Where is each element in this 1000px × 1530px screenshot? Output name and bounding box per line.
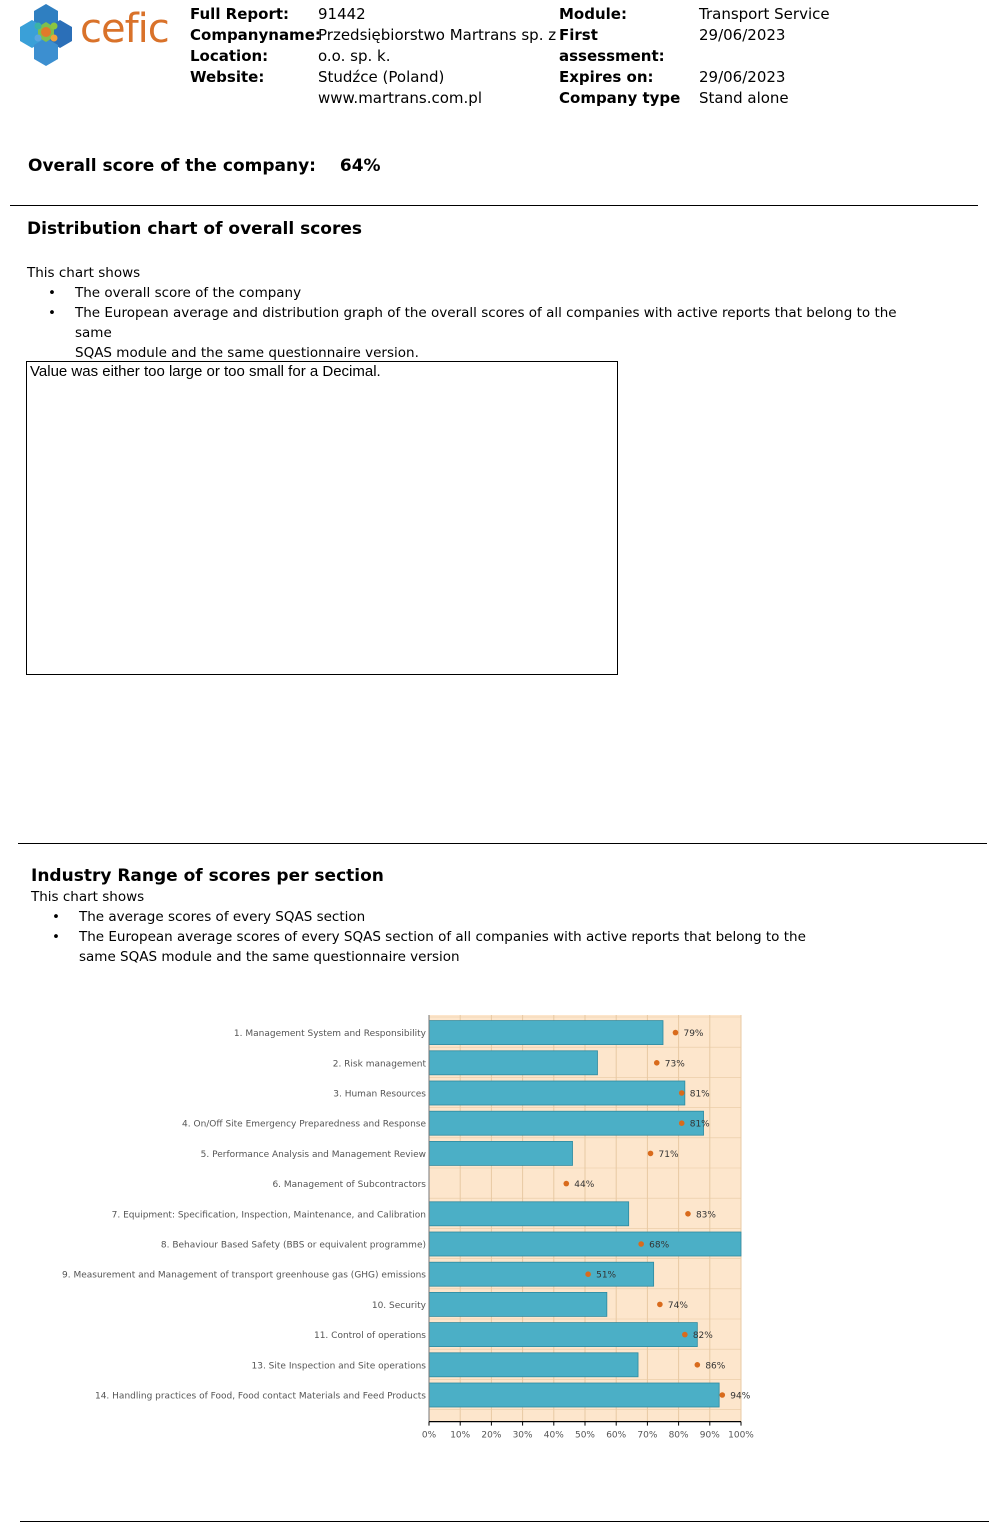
list-item-continuation: same SQAS module and the same questionnaire version [79, 949, 460, 965]
industry-title: Industry Range of scores per section [31, 866, 384, 886]
x-tick-label: 0% [421, 1430, 437, 1441]
company-score-bar [429, 1353, 638, 1377]
divider [18, 843, 987, 844]
european-average-point [695, 1362, 701, 1368]
list-item-continuation: SQAS module and the same questionnaire version. [75, 345, 419, 361]
expires-on-value: 29/06/2023 [699, 68, 786, 86]
category-label: 7. Equipment: Specification, Inspection, Maintenance, and Calibration [111, 1210, 426, 1221]
expires-on-label: Expires on: [559, 68, 654, 86]
european-average-point [638, 1241, 644, 1247]
distribution-bullets [27, 283, 927, 363]
x-tick-label: 70% [637, 1430, 658, 1441]
category-label: 9. Measurement and Management of transport greenhouse gas (GHG) emissions [62, 1270, 426, 1281]
average-data-label: 81% [689, 1119, 710, 1130]
european-average-point [585, 1271, 591, 1277]
industry-bullets [31, 907, 931, 967]
distribution-title: Distribution chart of overall scores [27, 219, 363, 239]
overall-score-label: Overall score of the company: [28, 156, 316, 176]
european-average-point [657, 1302, 663, 1308]
first-assessment-value: 29/06/2023 [699, 26, 786, 44]
european-average-point [682, 1332, 688, 1338]
x-tick-label: 10% [450, 1430, 471, 1441]
header-left [190, 4, 556, 109]
average-data-label: 44% [574, 1180, 595, 1191]
average-data-label: 83% [695, 1210, 716, 1221]
company-score-bar [429, 1262, 654, 1286]
category-label: 1. Management System and Responsibility [233, 1029, 426, 1040]
category-label: 5. Performance Analysis and Management Review [200, 1149, 426, 1160]
company-score-bar [429, 1111, 704, 1135]
average-data-label: 81% [689, 1089, 710, 1100]
average-data-label: 79% [683, 1029, 704, 1040]
company-score-bar [429, 1051, 597, 1075]
company-type-value: Stand alone [699, 89, 789, 107]
european-average-point [673, 1030, 679, 1036]
full-report-label: Full Report: [190, 5, 290, 23]
module-value: Transport Service [699, 5, 830, 23]
divider [20, 1521, 989, 1522]
section-scores-chart [0, 1010, 1000, 1460]
european-average-point [719, 1392, 725, 1398]
category-label: 8. Behaviour Based Safety (BBS or equivalent programme) [160, 1240, 426, 1251]
european-average-point [563, 1181, 569, 1187]
company-score-bar [429, 1021, 663, 1045]
x-tick-label: 50% [574, 1430, 596, 1441]
x-tick-label: 100% [728, 1430, 754, 1441]
average-data-label: 71% [658, 1149, 679, 1160]
company-score-bar [429, 1202, 629, 1226]
company-logo [10, 0, 175, 72]
company-score-bar [429, 1232, 741, 1256]
european-average-point [648, 1151, 654, 1157]
european-average-point [679, 1090, 685, 1096]
company-score-bar [429, 1292, 607, 1316]
hexagon-logo-icon [10, 0, 82, 72]
category-label: 3. Human Resources [333, 1089, 426, 1100]
logo-text: cefic [80, 6, 169, 52]
website-url: www.martrans.com.pl [318, 89, 482, 107]
average-data-label: 74% [667, 1300, 688, 1311]
list-item: • The European average scores of every SQAS section of all companies with active reports that belong to the [31, 927, 931, 947]
list-item: • The European average and distribution graph of the overall scores of all companies with active reports that belong to the same [27, 303, 927, 343]
location-value: o.o. sp. k. [318, 47, 391, 65]
average-data-label: 68% [649, 1240, 670, 1251]
category-label: 11. Control of operations [313, 1331, 426, 1342]
category-label: 6. Management of Subcontractors [272, 1180, 426, 1191]
overall-score-value: 64% [339, 156, 381, 176]
website-label-empty [190, 88, 318, 109]
website-value-line1: Studźce (Poland) [318, 68, 445, 86]
distribution-chart-error-box [26, 361, 618, 675]
list-item: • The overall score of the company [27, 283, 927, 303]
error-message: Value was either too large or too small for a Decimal. [30, 363, 381, 380]
website-label: Website: [190, 68, 265, 86]
category-label: 13. Site Inspection and Site operations [251, 1361, 426, 1372]
average-data-label: 82% [692, 1331, 713, 1342]
european-average-point [685, 1211, 691, 1217]
distribution-intro: This chart shows [27, 265, 141, 281]
location-label: Location: [190, 47, 269, 65]
average-data-label: 94% [730, 1391, 751, 1402]
companyname-label: Companyname: [190, 26, 321, 44]
average-data-label: 51% [596, 1270, 617, 1281]
category-label: 2. Risk management [332, 1059, 426, 1070]
company-score-bar [429, 1323, 697, 1347]
divider [10, 205, 978, 206]
category-label: 10. Security [371, 1300, 426, 1311]
full-report-value: 91442 [318, 5, 366, 23]
industry-intro: This chart shows [31, 889, 145, 905]
category-label: 14. Handling practices of Food, Food contact Materials and Feed Products [94, 1391, 426, 1402]
list-item: • The average scores of every SQAS section [31, 907, 931, 927]
x-tick-label: 90% [699, 1430, 720, 1441]
module-label: Module: [559, 5, 627, 23]
x-tick-label: 20% [481, 1430, 502, 1441]
x-tick-label: 30% [512, 1430, 533, 1441]
first-assessment-label: First assessment: [559, 26, 665, 65]
company-score-bar [429, 1081, 685, 1105]
companyname-value: Przedsiębiorstwo Martrans sp. z [318, 26, 557, 44]
european-average-point [654, 1060, 660, 1066]
european-average-point [679, 1120, 685, 1126]
category-label: 4. On/Off Site Emergency Preparedness and Response [182, 1119, 426, 1130]
average-data-label: 73% [664, 1059, 685, 1070]
x-tick-label: 40% [543, 1430, 564, 1441]
header-right [559, 4, 830, 109]
company-score-bar [429, 1141, 573, 1165]
company-score-bar [429, 1383, 719, 1407]
company-type-label: Company type [559, 89, 681, 107]
x-tick-label: 80% [668, 1430, 689, 1441]
average-data-label: 86% [705, 1361, 726, 1372]
overall-score [28, 156, 381, 176]
x-tick-label: 60% [606, 1430, 627, 1441]
